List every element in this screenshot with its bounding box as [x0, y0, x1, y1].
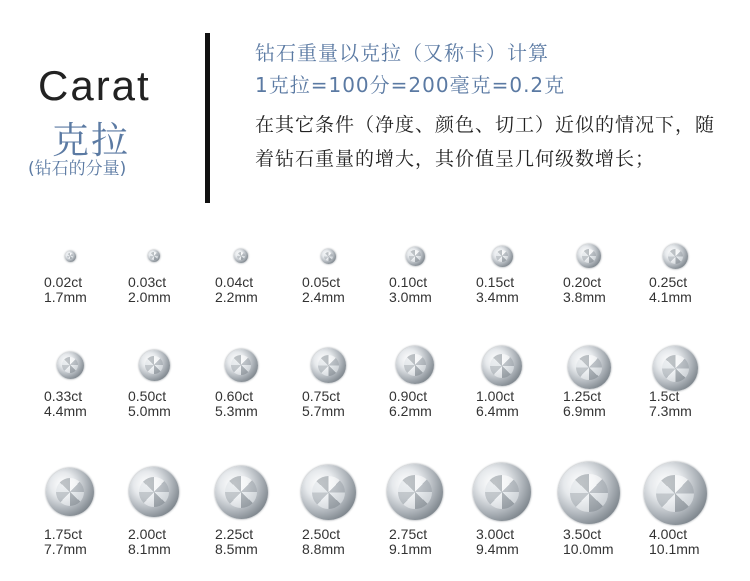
intro-line-value: 在其它条件（净度、颜色、切工）近似的情况下，随着钻石重量的增大，其价值呈几何级数增长； — [255, 114, 716, 170]
diamond-stone-image — [311, 348, 346, 383]
diamond-item — [114, 338, 200, 422]
diamond-item — [201, 226, 287, 308]
diamond-stone-image — [65, 251, 76, 262]
diamond-stone-image — [46, 468, 94, 516]
diamond-diameter-label: 9.4mm — [476, 541, 519, 557]
diamond-carat-label: 0.60ct — [215, 388, 254, 404]
diamond-diameter-label: 5.3mm — [215, 403, 258, 419]
diamond-stone-image — [558, 462, 620, 524]
diamond-carat-label: 0.20ct — [563, 274, 602, 290]
diamond-diameter-label: 8.8mm — [302, 541, 345, 557]
diamond-stone-image — [644, 462, 707, 525]
diamond-item — [462, 226, 548, 308]
diamond-carat-label: 0.75ct — [302, 388, 341, 404]
diamond-diameter-label: 6.2mm — [389, 403, 432, 419]
diamond-carat-label: 1.5ct — [649, 388, 680, 404]
diamond-diameter-label: 5.0mm — [128, 403, 171, 419]
diamond-carat-label: 0.02ct — [44, 274, 83, 290]
diamond-diameter-label: 7.7mm — [44, 541, 87, 557]
diamond-carat-label: 1.75ct — [44, 526, 83, 542]
diamond-diameter-label: 8.1mm — [128, 541, 171, 557]
diamond-diameter-label: 10.0mm — [563, 541, 614, 557]
diamond-stone-image — [653, 346, 698, 391]
diamond-carat-label: 0.10ct — [389, 274, 428, 290]
diamond-stone-image — [225, 349, 258, 382]
diamond-stone-image — [473, 463, 531, 521]
diamond-item — [549, 454, 635, 560]
diamond-item — [288, 338, 374, 422]
diamond-item — [201, 454, 287, 560]
diamond-item — [549, 226, 635, 308]
diamond-diameter-label: 6.4mm — [476, 403, 519, 419]
diamond-stone-image — [387, 464, 443, 520]
vertical-divider — [205, 33, 210, 203]
diamond-carat-label: 0.03ct — [128, 274, 167, 290]
title-english: Carat — [38, 62, 151, 109]
diamond-carat-label: 4.00ct — [649, 526, 688, 542]
diamond-stone-image — [215, 466, 268, 519]
diamond-carat-label: 0.25ct — [649, 274, 688, 290]
diamond-carat-label: 1.00ct — [476, 388, 515, 404]
diamond-stone-image — [577, 244, 601, 268]
diamond-diameter-label: 3.4mm — [476, 289, 519, 305]
diamond-item — [462, 338, 548, 422]
diamond-carat-label: 2.00ct — [128, 526, 167, 542]
diamond-item — [30, 338, 116, 422]
diamond-stone-image — [321, 249, 336, 264]
diamond-size-chart — [30, 226, 730, 566]
diamond-carat-label: 0.04ct — [215, 274, 254, 290]
diamond-carat-label: 0.15ct — [476, 274, 515, 290]
diamond-diameter-label: 3.0mm — [389, 289, 432, 305]
diamond-item — [635, 338, 721, 422]
diamond-stone-image — [139, 350, 170, 381]
diamond-stone-image — [148, 250, 160, 262]
diamond-item — [114, 226, 200, 308]
diamond-carat-label: 0.90ct — [389, 388, 428, 404]
diamond-carat-label: 2.50ct — [302, 526, 341, 542]
diamond-carat-label: 0.50ct — [128, 388, 167, 404]
diamond-diameter-label: 4.1mm — [649, 289, 692, 305]
diamond-stone-image — [234, 249, 248, 263]
diamond-diameter-label: 8.5mm — [215, 541, 258, 557]
diamond-item — [375, 338, 461, 422]
diamond-diameter-label: 1.7mm — [44, 289, 87, 305]
diamond-item — [549, 338, 635, 422]
diamond-diameter-label: 2.4mm — [302, 289, 345, 305]
diamond-carat-label: 2.75ct — [389, 526, 428, 542]
diamond-item — [288, 454, 374, 560]
diamond-stone-image — [57, 352, 84, 379]
diamond-diameter-label: 10.1mm — [649, 541, 700, 557]
diamond-diameter-label: 9.1mm — [389, 541, 432, 557]
diamond-item — [635, 226, 721, 308]
diamond-item — [201, 338, 287, 422]
diamond-item — [375, 454, 461, 560]
diamond-carat-label: 3.00ct — [476, 526, 515, 542]
diamond-stone-image — [301, 465, 356, 520]
diamond-diameter-label: 7.3mm — [649, 403, 692, 419]
diamond-carat-label: 3.50ct — [563, 526, 602, 542]
intro-line-weight: 钻石重量以克拉（又称卡）计算 — [255, 41, 549, 65]
title-subtitle: (钻石的分量) — [28, 159, 127, 179]
diamond-carat-label: 1.25ct — [563, 388, 602, 404]
diamond-item — [635, 454, 721, 560]
diamond-item — [30, 226, 116, 308]
diamond-diameter-label: 3.8mm — [563, 289, 606, 305]
diamond-stone-image — [396, 346, 434, 384]
diamond-carat-label: 0.33ct — [44, 388, 83, 404]
diamond-item — [375, 226, 461, 308]
diamond-carat-label: 2.25ct — [215, 526, 254, 542]
diamond-stone-image — [492, 246, 513, 267]
diamond-stone-image — [129, 467, 179, 517]
diamond-carat-label: 0.05ct — [302, 274, 341, 290]
diamond-item — [30, 454, 116, 560]
diamond-stone-image — [568, 346, 611, 389]
diamond-diameter-label: 2.0mm — [128, 289, 171, 305]
diamond-stone-image — [663, 244, 688, 269]
diamond-diameter-label: 5.7mm — [302, 403, 345, 419]
diamond-diameter-label: 2.2mm — [215, 289, 258, 305]
diamond-item — [288, 226, 374, 308]
diamond-item — [114, 454, 200, 560]
diamond-diameter-label: 4.4mm — [44, 403, 87, 419]
diamond-item — [462, 454, 548, 560]
diamond-stone-image — [482, 346, 522, 386]
intro-line-conversion: 1克拉=100分=200毫克=0.2克 — [255, 73, 566, 97]
title-chinese: 克拉 — [52, 119, 130, 162]
diamond-stone-image — [406, 247, 425, 266]
diamond-diameter-label: 6.9mm — [563, 403, 606, 419]
